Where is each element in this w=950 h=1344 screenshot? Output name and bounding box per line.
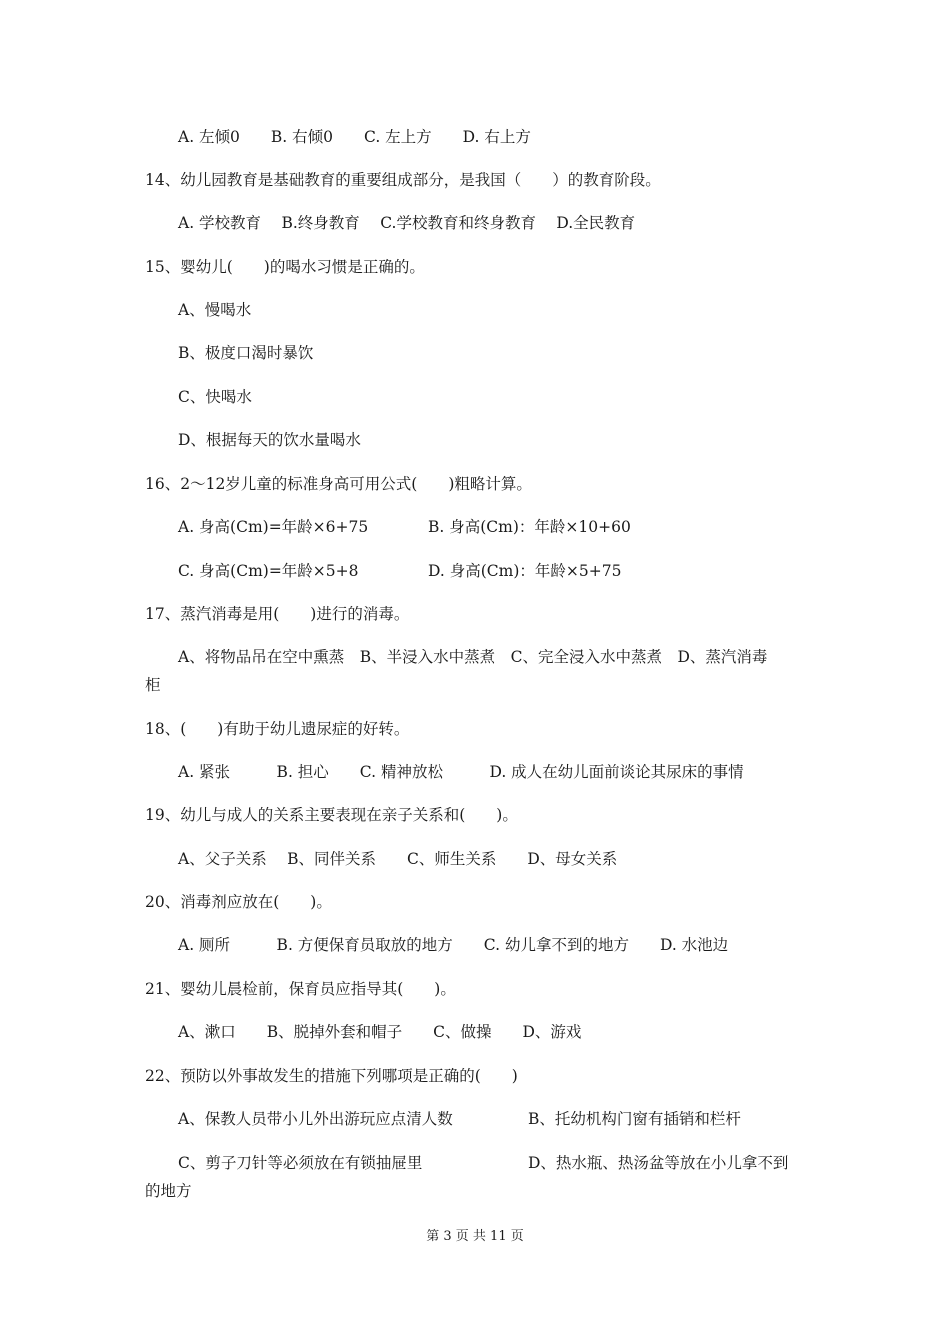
q15-option-b: B、极度口渴时暴饮	[178, 344, 314, 362]
q21-options: A、漱口 B、脱掉外套和帽子 C、做操 D、游戏	[178, 1023, 582, 1041]
q19-options: A、父子关系 B、同伴关系 C、师生关系 D、母女关系	[178, 850, 618, 868]
page-number-footer: 第 3 页 共 11 页	[426, 1229, 524, 1244]
q22-option-b: B、托幼机构门窗有插销和栏杆	[528, 1110, 741, 1128]
q16-option-b: B. 身高(Cm)：年龄×10+60	[428, 518, 631, 536]
q14-stem: 14、幼儿园教育是基础教育的重要组成部分，是我国（ ）的教育阶段。	[145, 171, 661, 189]
q20-stem: 20、消毒剂应放在( )。	[145, 893, 332, 911]
q19-stem: 19、幼儿与成人的关系主要表现在亲子关系和( )。	[145, 806, 518, 824]
q22-option-d-continued: 的地方	[145, 1182, 192, 1200]
q15-option-c: C、快喝水	[178, 388, 252, 406]
q22-option-a: A、保教人员带小儿外出游玩应点清人数	[178, 1110, 453, 1128]
q15-stem: 15、婴幼儿( )的喝水习惯是正确的。	[145, 258, 425, 276]
q20-options: A. 厕所 B. 方便保育员取放的地方 C. 幼儿拿不到的地方 D. 水池边	[178, 936, 729, 954]
q18-stem: 18、( )有助于幼儿遗尿症的好转。	[145, 720, 410, 738]
q15-option-a: A、慢喝水	[178, 301, 252, 319]
q17-stem: 17、蒸汽消毒是用( )进行的消毒。	[145, 605, 410, 623]
q16-option-a: A. 身高(Cm)=年龄×6+75	[178, 518, 369, 536]
q17-options: A、将物品吊在空中熏蒸 B、半浸入水中蒸煮 C、完全浸入水中蒸煮 D、蒸汽消毒	[178, 648, 768, 666]
q13-options: A. 左倾0 B. 右倾0 C. 左上方 D. 右上方	[178, 128, 531, 146]
q17-options-continued: 柜	[145, 676, 161, 694]
q16-stem: 16、2～12岁儿童的标准身高可用公式( )粗略计算。	[145, 475, 532, 493]
q21-stem: 21、婴幼儿晨检前，保育员应指导其( )。	[145, 980, 456, 998]
q18-options: A. 紧张 B. 担心 C. 精神放松 D. 成人在幼儿面前谈论其尿床的事情	[178, 763, 744, 781]
q14-options: A. 学校教育 B.终身教育 C.学校教育和终身教育 D.全民教育	[178, 214, 636, 232]
q16-option-c: C. 身高(Cm)=年龄×5+8	[178, 562, 359, 580]
q22-option-c: C、剪子刀针等必须放在有锁抽屉里	[178, 1154, 423, 1172]
q16-option-d: D. 身高(Cm)：年龄×5+75	[428, 562, 622, 580]
q22-stem: 22、预防以外事故发生的措施下列哪项是正确的( )	[145, 1067, 518, 1085]
q15-option-d: D、根据每天的饮水量喝水	[178, 431, 361, 449]
q22-option-d: D、热水瓶、热汤盆等放在小儿拿不到	[528, 1154, 789, 1172]
